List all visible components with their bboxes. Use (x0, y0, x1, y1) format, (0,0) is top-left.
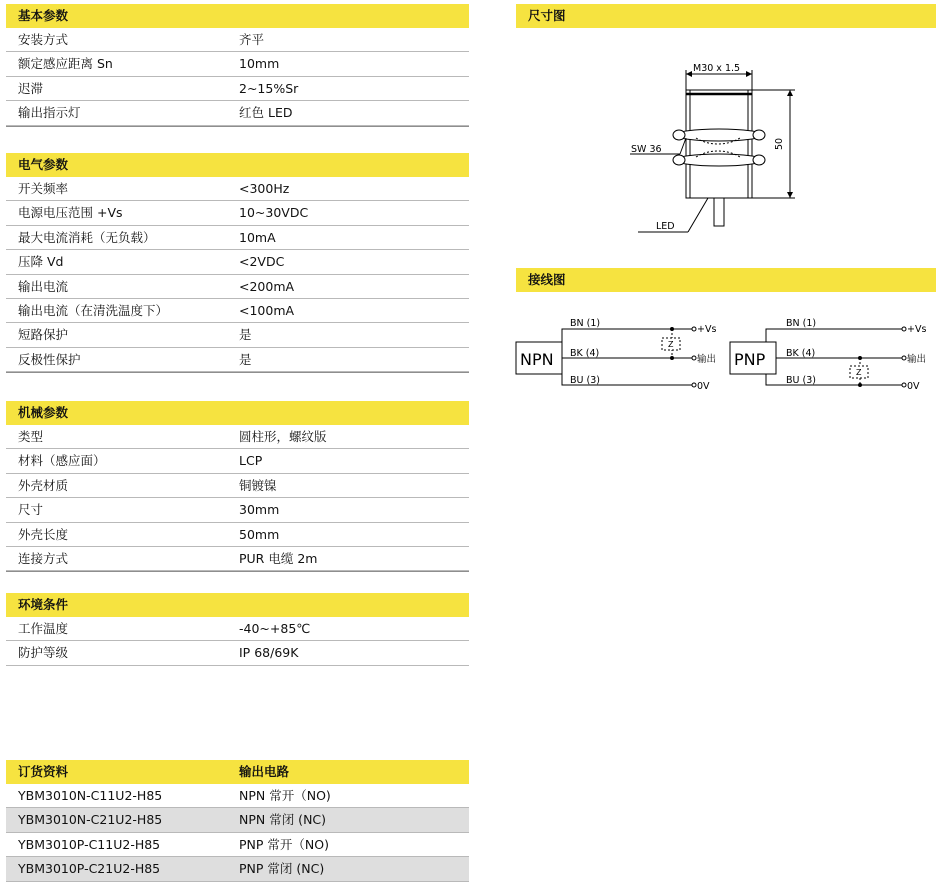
npn-bu-label: BU (3) (570, 375, 600, 386)
thread-label: M30 x 1.5 (693, 63, 741, 74)
row-key: YBM3010N-C21U2-H85 (18, 812, 163, 828)
row-value: 是 (239, 351, 252, 367)
row-value: PUR 电缆 2m (239, 550, 318, 566)
row-value: 2~15%Sr (239, 80, 299, 96)
wiring-title: 接线图 (516, 268, 936, 292)
npn-out-label: 输出 (697, 354, 717, 365)
npn-bn-label: BN (1) (570, 318, 601, 329)
pnp-0v-label: 0V (907, 381, 920, 392)
row-key: 迟滞 (18, 80, 44, 96)
table-row (6, 641, 469, 665)
basic-params-section (6, 4, 469, 127)
row-key: 防护等级 (18, 645, 69, 661)
table-row (6, 77, 469, 101)
length-label: 50 (774, 137, 785, 150)
wiring-section (516, 268, 936, 292)
pnp-bk-label: BK (4) (786, 348, 816, 359)
led-label: LED (656, 221, 675, 232)
table-row (6, 833, 469, 857)
row-key: 最大电流消耗（无负载） (18, 229, 156, 245)
ordering-col1: 订货资料 (18, 764, 69, 779)
table-row (6, 523, 469, 547)
pnp-out-label: 输出 (907, 354, 927, 365)
row-value: <200mA (239, 278, 295, 294)
npn-z-label: Z (668, 340, 674, 349)
ordering-header (6, 760, 469, 784)
mechanical-params-rows (6, 425, 469, 571)
row-key: 电源电压范围 +Vs (18, 205, 123, 221)
row-key: 短路保护 (18, 327, 69, 343)
dimension-section (516, 4, 936, 28)
row-key: 安装方式 (18, 32, 69, 47)
row-value: 30mm (239, 502, 280, 518)
environment-rows (6, 617, 469, 666)
row-value: NPN 常开（NO) (239, 788, 331, 803)
npn-vs-label: +Vs (697, 324, 717, 335)
table-row (6, 498, 469, 522)
row-value: PNP 常开（NO) (239, 836, 329, 852)
table-row (6, 28, 469, 52)
sw-label: SW 36 (631, 144, 662, 155)
electrical-params-section (6, 153, 469, 373)
table-row (6, 226, 469, 250)
row-value: 铜镀镍 (239, 477, 277, 493)
npn-wiring-diagram (512, 314, 726, 394)
row-value: 圆柱形，螺纹版 (239, 429, 327, 444)
table-row (6, 299, 469, 323)
mechanical-params-section (6, 401, 469, 572)
pnp-wiring-diagram (726, 314, 940, 394)
ordering-col2: 输出电路 (239, 764, 290, 779)
dimension-title: 尺寸图 (516, 4, 936, 28)
row-key: 压降 Vd (18, 254, 64, 270)
row-value: IP 68/69K (239, 645, 299, 661)
table-row (6, 808, 469, 832)
table-row (6, 250, 469, 274)
row-key: 外壳长度 (18, 526, 69, 542)
table-row (6, 474, 469, 498)
row-value: <300Hz (239, 181, 290, 196)
row-key: 尺寸 (18, 502, 44, 518)
row-key: 额定感应距离 Sn (18, 56, 113, 72)
environment-section (6, 593, 469, 666)
row-value: 是 (239, 327, 252, 343)
npn-bk-label: BK (4) (570, 348, 600, 359)
row-key: 外壳材质 (18, 477, 69, 493)
row-key: 输出电流 (18, 278, 69, 294)
table-row (6, 275, 469, 299)
pnp-label: PNP (734, 350, 766, 369)
row-value: NPN 常闭 (NC) (239, 812, 327, 828)
row-key: 开关频率 (18, 181, 69, 196)
row-key: YBM3010P-C21U2-H85 (18, 861, 161, 877)
table-row (6, 52, 469, 76)
row-key: 连接方式 (18, 550, 69, 566)
row-key: 材料（感应面） (18, 453, 106, 469)
pnp-z-label: Z (856, 368, 862, 377)
row-value: <100mA (239, 302, 295, 318)
ordering-rows (6, 784, 469, 882)
basic-params-rows (6, 28, 469, 126)
row-value: 50mm (239, 526, 280, 542)
row-value: -40~+85℃ (239, 621, 311, 636)
row-value: <2VDC (239, 254, 285, 270)
row-value: 10mm (239, 56, 280, 72)
table-row (6, 617, 469, 641)
table-row (6, 547, 469, 571)
table-row (6, 857, 469, 881)
row-key: YBM3010P-C11U2-H85 (18, 836, 161, 852)
table-row (6, 449, 469, 473)
environment-title: 环境条件 (6, 593, 469, 617)
row-key: 工作温度 (18, 621, 69, 636)
row-value: 齐平 (239, 32, 265, 47)
row-value: LCP (239, 453, 263, 469)
row-key: 输出电流（在清洗温度下） (18, 302, 169, 318)
ordering-section (6, 760, 469, 882)
pnp-bn-label: BN (1) (786, 318, 817, 329)
table-row (6, 101, 469, 125)
table-row (6, 323, 469, 347)
row-value: PNP 常闭 (NC) (239, 861, 325, 877)
row-key: 反极性保护 (18, 351, 81, 367)
npn-label: NPN (520, 350, 554, 369)
basic-params-title: 基本参数 (6, 4, 469, 28)
row-value: 10mA (239, 229, 276, 245)
table-row (6, 784, 469, 808)
table-row (6, 177, 469, 201)
dimension-drawing (600, 50, 820, 245)
pnp-bu-label: BU (3) (786, 375, 816, 386)
row-value: 10~30VDC (239, 205, 309, 221)
row-key: YBM3010N-C11U2-H85 (18, 788, 163, 803)
npn-0v-label: 0V (697, 381, 710, 392)
electrical-params-title: 电气参数 (6, 153, 469, 177)
table-row (6, 348, 469, 372)
table-row (6, 425, 469, 449)
row-value: 红色 LED (239, 105, 293, 121)
row-key: 输出指示灯 (18, 105, 81, 121)
pnp-vs-label: +Vs (907, 324, 927, 335)
mechanical-params-title: 机械参数 (6, 401, 469, 425)
table-row (6, 201, 469, 225)
electrical-params-rows (6, 177, 469, 372)
row-key: 类型 (18, 429, 44, 444)
